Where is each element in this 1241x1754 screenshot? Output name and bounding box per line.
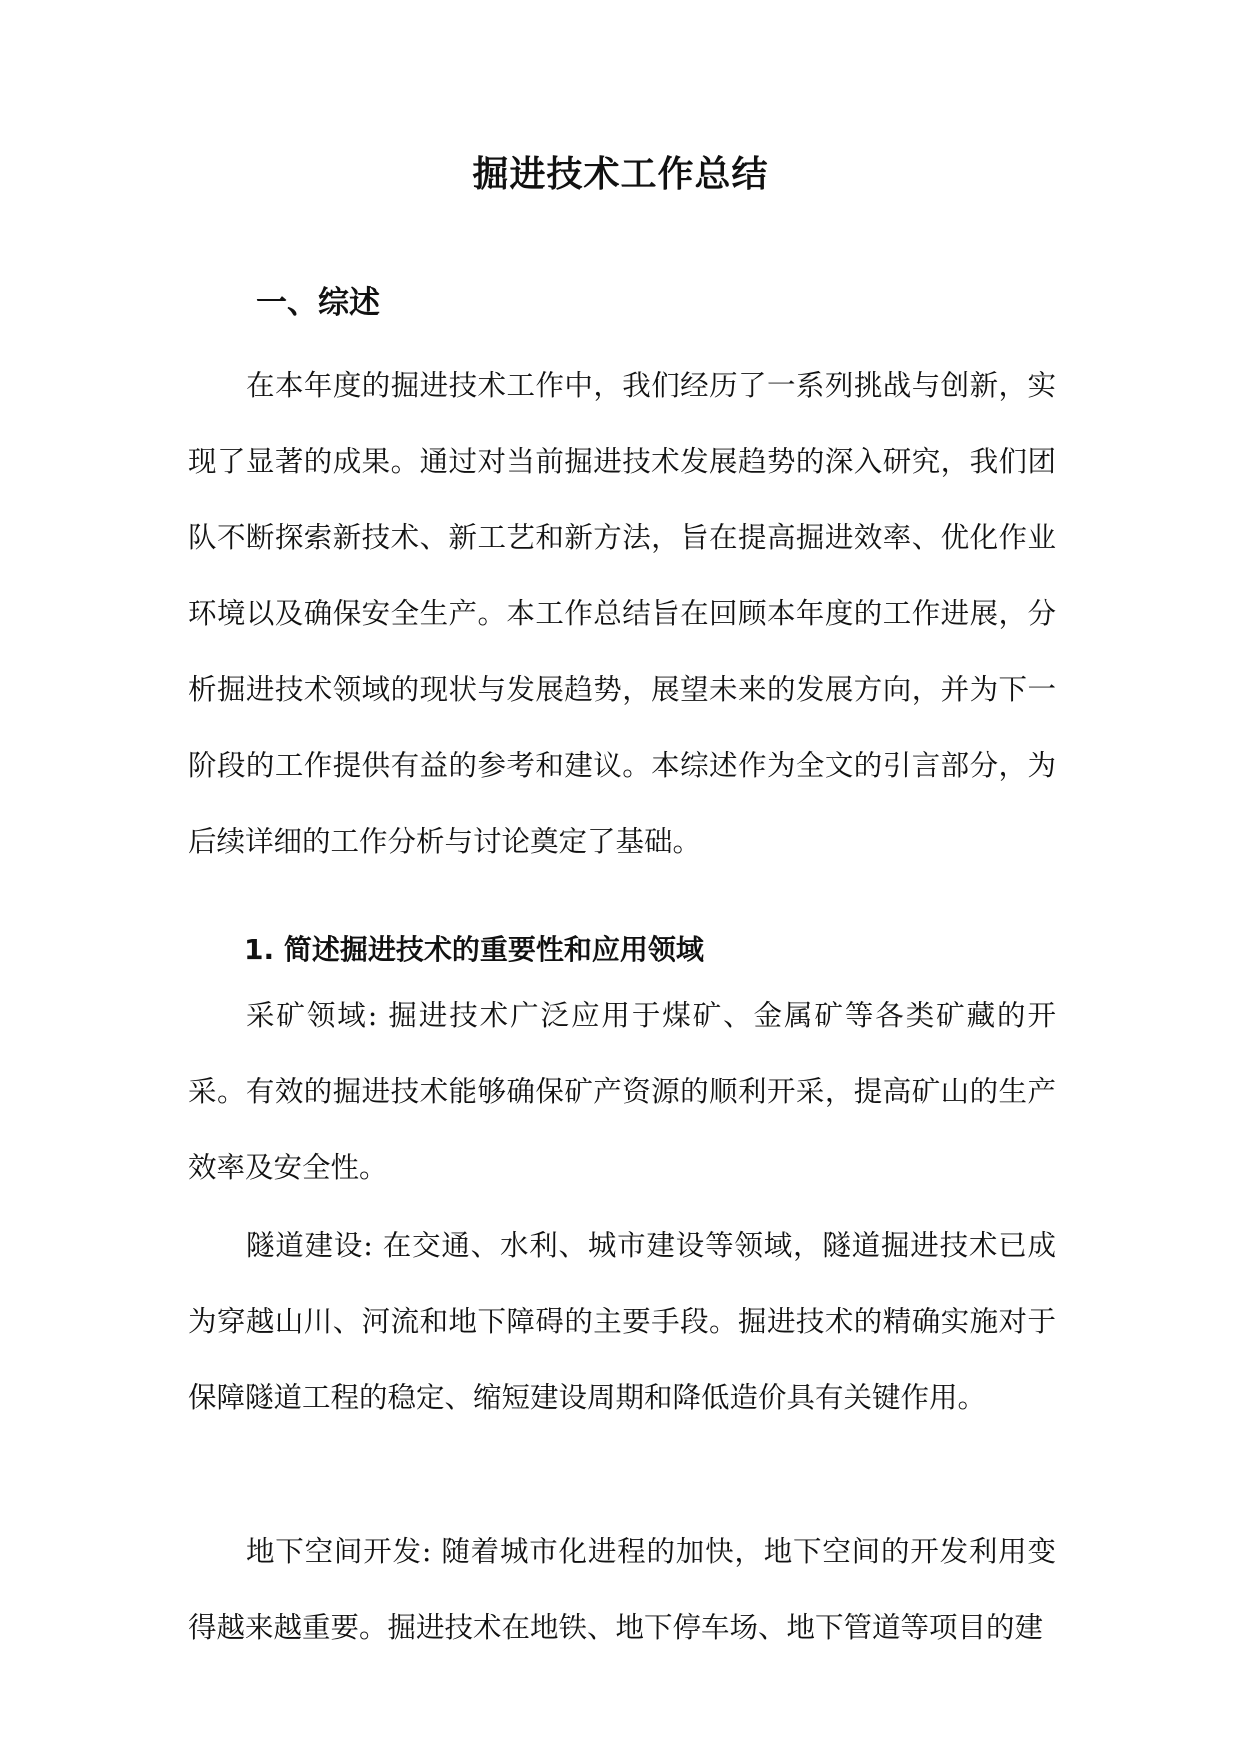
section-heading-overview: 一、综述	[256, 285, 380, 321]
overview-paragraph: 在本年度的掘进技术工作中，我们经历了一系列挑战与创新，实现了显著的成果。通过对当前掘进技术发展趋势的深入研究，我们团队不断探索新技术、新工艺和新方法，旨在提高掘进效率、优化作业环境以及确保安全生产。本工作总结旨在回顾本年度的工作进展，分析掘进技术领域的现状与发展趋势，展望未来的发展方向，并为下一阶段的工作提供有益的参考和建议。本综述作为全文的引言部分，为后续详细的工作分析与讨论奠定了基础。	[188, 369, 1056, 858]
mining-paragraph: 采矿领域: 掘进技术广泛应用于煤矿、金属矿等各类矿藏的开采。有效的掘进技术能够确保矿产资源的顺利开采，提高矿山的生产效率及安全性。	[188, 999, 1056, 1184]
tunnel-paragraph: 隧道建设: 在交通、水利、城市建设等领域，隧道掘进技术已成为穿越山川、河流和地下障碍的主要手段。掘进技术的精确实施对于保障隧道工程的稳定、缩短建设周期和降低造价具有关键作用。	[188, 1229, 1056, 1414]
underground-paragraph: 地下空间开发: 随着城市化进程的加快，地下空间的开发利用变得越来越重要。掘进技术在地铁、地下停车场、地下管道等项目的建	[188, 1535, 1056, 1644]
subsection-heading-importance: 1. 简述掘进技术的重要性和应用领域	[244, 933, 704, 966]
document-title: 掘进技术工作总结	[472, 154, 769, 195]
